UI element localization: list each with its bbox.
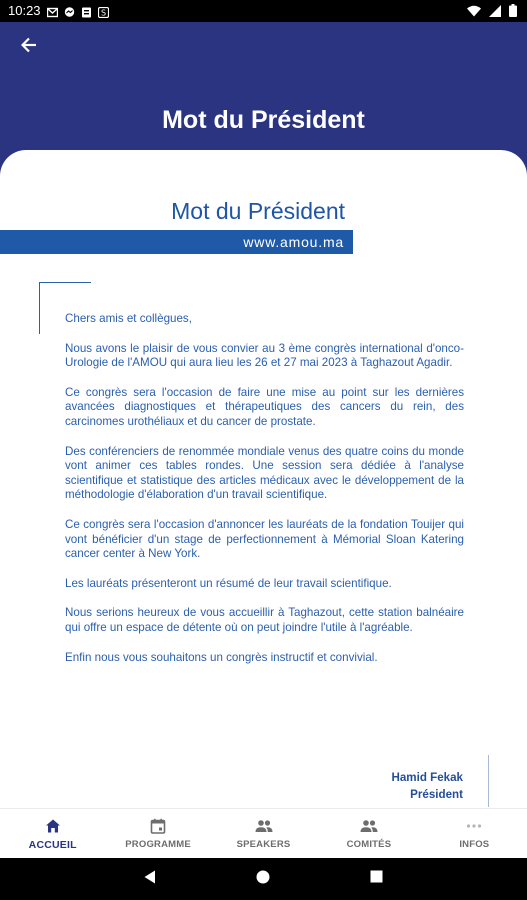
status-bar: [0, 0, 527, 22]
letter-paragraph: Des conférenciers de renommée mondiale venus des quatre coins du monde vont animer ces tables rondes. Une session sera dédiée à l'analyse scientifique et statistique des articles médicaux avec le développement de la méthodologie d'élaboration d'un travail scientifique.: [65, 444, 464, 502]
letter-body: [65, 312, 464, 680]
back-triangle-icon: [144, 870, 156, 889]
content-card: [0, 150, 527, 810]
wifi-icon: [467, 4, 481, 22]
nav-speakers[interactable]: [211, 809, 316, 858]
notification-icons: [47, 5, 109, 16]
decorative-bracket-right: [488, 755, 489, 807]
more-icon: [465, 817, 483, 835]
card-icon: [81, 5, 92, 16]
document-title: Mot du Président: [171, 198, 345, 224]
decorative-bracket-top: [39, 282, 91, 283]
recents-square-icon: [370, 870, 383, 888]
page-title: Mot du Président: [162, 106, 365, 134]
decorative-bracket-left: [39, 282, 40, 334]
nav-label: PROGRAMME: [125, 839, 191, 850]
arrow-back-icon: [21, 37, 37, 58]
letter-paragraph: Enfin nous vous souhaitons un congrès instructif et convivial.: [65, 650, 378, 664]
letter-paragraph: Les lauréats présenteront un résumé de leur travail scientifique.: [65, 576, 392, 590]
website-url: www.amou.ma: [0, 230, 353, 254]
gmail-icon: [47, 5, 58, 16]
signature: [391, 769, 463, 803]
nav-infos[interactable]: [422, 809, 527, 858]
signature-role: Président: [410, 788, 463, 801]
system-home-button[interactable]: [253, 869, 273, 889]
letter-paragraph: Nous avons le plaisir de vous convier au 3 ème congrès international d'onco-Urologie de l'AMOU qui aura lieu les 26 et 27 mai 2023 à Taghazout Agadir.: [65, 341, 464, 370]
letter-paragraph: Ce congrès sera l'occasion d'annoncer les lauréats de la fondation Touijer qui vont bénéficier d'un stage de perfectionnement à Mémorial Sloan Katering cancer center à New York.: [65, 517, 464, 561]
signature-name: Hamid Fekak: [391, 771, 463, 784]
system-back-button[interactable]: [140, 869, 160, 889]
system-status-icons: [467, 4, 517, 22]
nav-label: SPEAKERS: [236, 839, 291, 850]
system-recents-button[interactable]: [366, 869, 386, 889]
back-button[interactable]: [14, 34, 44, 60]
messenger-icon: [64, 5, 75, 16]
signal-icon: [489, 4, 501, 22]
battery-icon: [509, 4, 517, 22]
nav-comites[interactable]: [316, 809, 421, 858]
home-icon: [44, 817, 62, 835]
bottom-navigation: [0, 808, 527, 858]
calendar-icon: [149, 817, 167, 835]
nav-label: INFOS: [459, 839, 490, 850]
nav-label: ACCUEIL: [28, 839, 77, 851]
home-circle-icon: [256, 870, 270, 889]
nav-programme[interactable]: [105, 809, 210, 858]
people-icon: [360, 817, 378, 835]
nav-label: COMITÉS: [346, 839, 392, 850]
letter-paragraph: Nous serions heureux de vous accueillir à Taghazout, cette station balnéaire qui offre un espace de détente où on peut joindre l'utile à l'agréable.: [65, 606, 464, 634]
system-navigation-bar: [0, 858, 527, 900]
letter-paragraph: Ce congrès sera l'occasion de faire une mise au point sur les dernières avancées diagnostiques et thérapeutiques des cancers du rein, des carcinomes urothéliaux et du cancer de prostate.: [65, 385, 464, 428]
svg-text:S: S: [100, 8, 107, 18]
letter-paragraph: Chers amis et collègues,: [65, 312, 192, 325]
people-icon: [255, 817, 273, 835]
nav-accueil[interactable]: [0, 809, 105, 858]
s-icon: [98, 5, 109, 16]
status-time: 10:23: [8, 3, 41, 18]
